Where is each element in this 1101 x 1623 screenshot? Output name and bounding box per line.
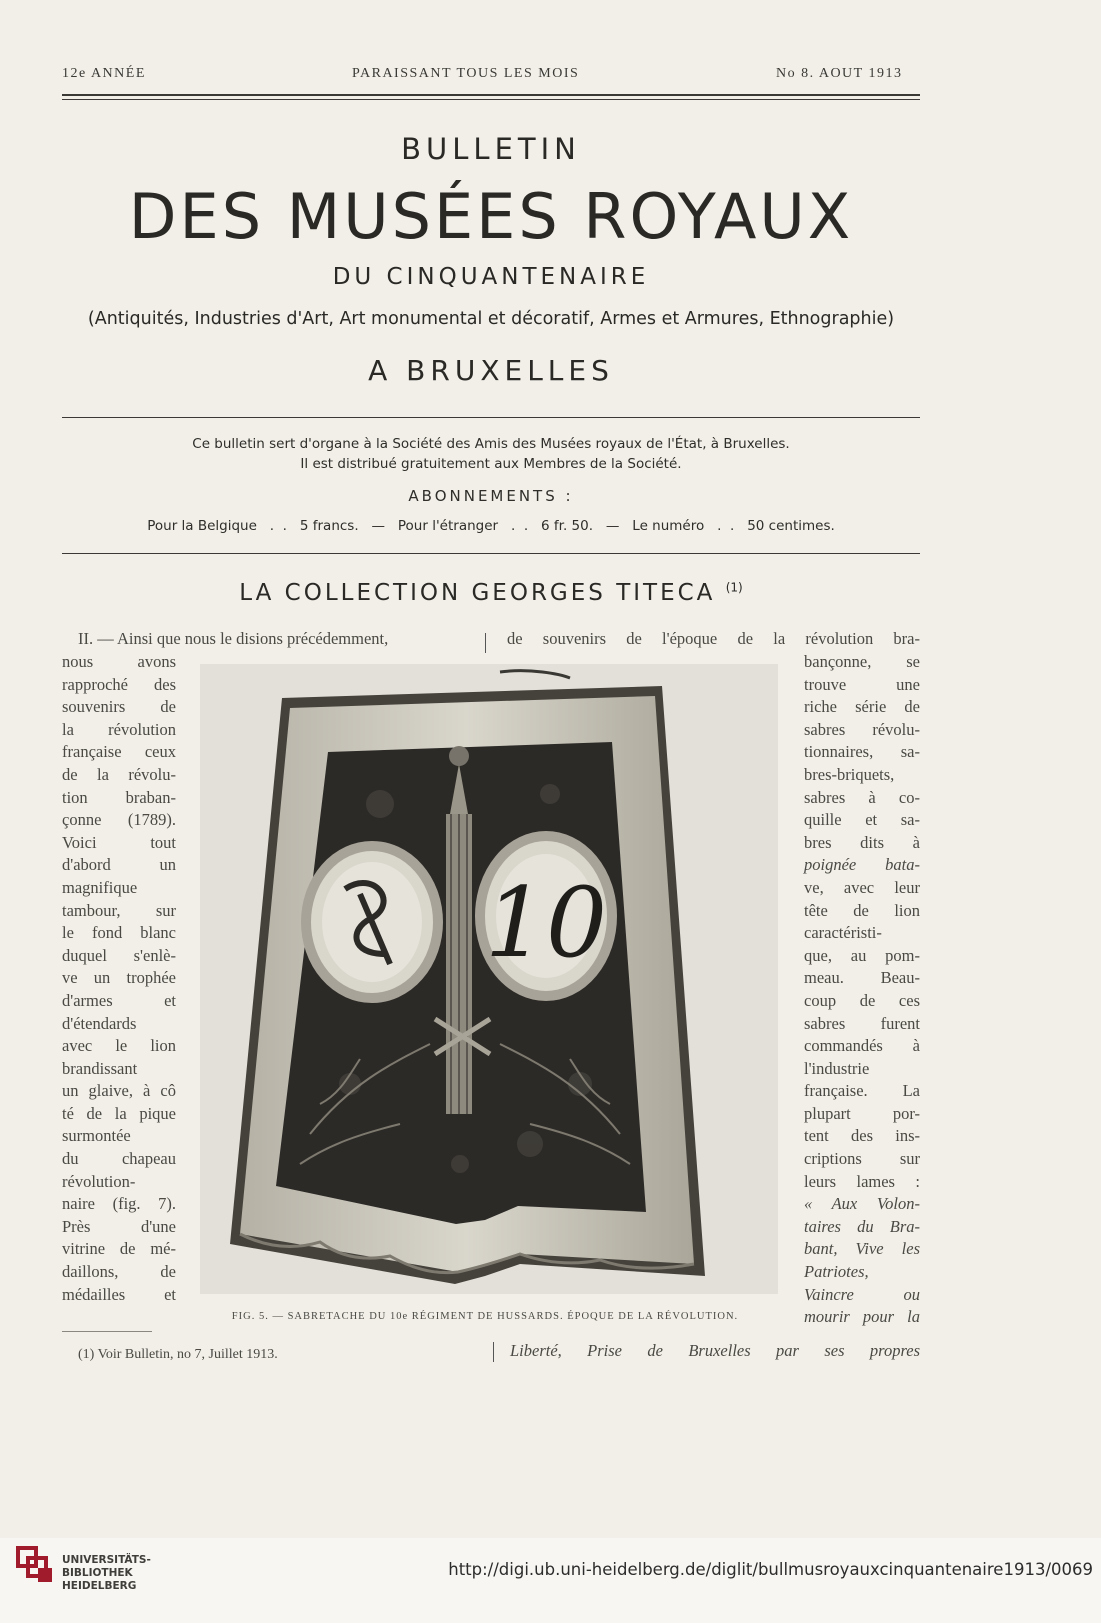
intro-right [507, 628, 920, 651]
article-title [62, 580, 920, 606]
masthead-rule [62, 417, 920, 418]
column-line: du chapeau [62, 1149, 176, 1169]
column-line: Voici tout [62, 832, 176, 852]
figure-sabretache [200, 664, 778, 1294]
column-line: commandés à [804, 1036, 920, 1056]
article-title-footnote-ref: (1) [725, 580, 743, 595]
column-line: ve, avec leur [804, 877, 920, 897]
rate-etranger-price: 6 fr. 50. [541, 518, 594, 534]
column-line: de la révolu- [62, 764, 176, 784]
column-line: française. La [804, 1081, 920, 1101]
rate-numero-label: Le numéro [632, 518, 705, 534]
column-divider-bottom [493, 1342, 494, 1362]
column-line: avec le lion [62, 1036, 176, 1056]
column-line: plupart por- [804, 1103, 920, 1123]
footnote [78, 1344, 278, 1367]
column-line: çonne (1789). [62, 810, 176, 830]
column-line: sabres à co- [804, 787, 920, 807]
top-rule [62, 94, 920, 96]
column-line: coup de ces [804, 990, 920, 1010]
rate-numero-price: 50 centimes. [747, 518, 835, 534]
column-line: bançonne, se [804, 652, 920, 671]
column-line: tambour, sur [62, 900, 176, 920]
column-line: bant, Vive les [804, 1239, 920, 1259]
notice-rule [62, 553, 920, 554]
column-line: Près d'une [62, 1216, 176, 1236]
column-line: poignée bata- [804, 855, 920, 875]
column-line: taires du Bra- [804, 1216, 920, 1236]
running-head-year: 12e ANNÉE [62, 66, 146, 81]
column-line: sabres révolu- [804, 719, 920, 739]
column-line: tête de lion [804, 900, 920, 920]
running-head-frequency: PARAISSANT TOUS LES MOIS [352, 66, 580, 81]
last-line-text: Liberté, Prise de Bruxelles par ses propres [510, 1341, 920, 1360]
column-line: magnifique [62, 877, 138, 897]
left-column [62, 651, 176, 1306]
column-line: l'industrie [804, 1058, 870, 1078]
column-line: tent des ins- [804, 1126, 920, 1146]
library-logo-icon [16, 1546, 58, 1588]
column-line: rapproché des [62, 674, 176, 694]
column-line: quille et sa- [804, 810, 920, 830]
library-footer [0, 1538, 1101, 1623]
column-line: bres dits à [804, 832, 920, 852]
masthead-subtitle: DU CINQUANTENAIRE [332, 264, 650, 290]
column-line: le fond blanc [62, 923, 176, 943]
column-line: souvenirs de [62, 697, 176, 717]
notice-line-1: Ce bulletin sert d'organe à la Société des Amis des Musées royaux de l'État, à Bruxelles. [192, 436, 790, 452]
rate-belgique-price: 5 francs. [299, 518, 359, 534]
abonnements-heading: ABONNEMENTS : [408, 487, 574, 505]
footnote-text: (1) Voir Bulletin, no 7, Juillet 1913. [78, 1347, 278, 1362]
intro-left-text: II. — Ainsi que nous le disions précédemment, [78, 629, 389, 648]
column-line: ve un trophée [62, 968, 176, 988]
column-line: bres-briquets, [804, 764, 895, 784]
column-line: d'abord un [62, 855, 176, 875]
right-column [804, 651, 920, 1329]
column-line: d'étendards [62, 1013, 137, 1033]
column-line: surmontée [62, 1126, 131, 1146]
column-line: caractéristi- [804, 923, 882, 943]
column-divider-top [485, 633, 486, 653]
masthead-title: DES MUSÉES ROYAUX [128, 180, 854, 253]
column-line: daillons, de [62, 1262, 176, 1282]
library-name [62, 1554, 151, 1593]
column-line: brandissant [62, 1058, 138, 1078]
column-line: riche série de [804, 697, 920, 717]
column-line: nous avons [62, 652, 176, 671]
column-line: Patriotes, [804, 1262, 869, 1282]
library-name-line-2: BIBLIOTHEK [62, 1567, 133, 1579]
column-line: la révolution [62, 719, 176, 739]
article-title-text: LA COLLECTION GEORGES TITECA [239, 580, 716, 606]
column-line: un glaive, à cô [62, 1081, 176, 1101]
column-line: d'armes et [62, 990, 176, 1010]
figure-caption: FIG. 5. — SABRETACHE DU 10e RÉGIMENT DE HUSSARDS. ÉPOQUE DE LA RÉVOLUTION. [231, 1311, 739, 1322]
column-line: criptions sur [804, 1149, 920, 1169]
intro-left [78, 628, 468, 651]
column-line: meau. Beau- [804, 968, 920, 988]
source-url-link[interactable]: http://digi.ub.uni-heidelberg.de/diglit/bullmusroyauxcinquantenaire1913/0069 [448, 1560, 1093, 1579]
rate-belgique-label: Pour la Belgique [147, 518, 257, 534]
running-head-issue: No 8. AOUT 1913 [776, 66, 903, 81]
top-rule-thin [62, 99, 920, 100]
column-line: « Aux Volon- [804, 1194, 920, 1214]
masthead-scope: (Antiquités, Industries d'Art, Art monumental et décoratif, Armes et Armures, Ethnographie) [87, 309, 895, 329]
column-line: tion braban- [62, 787, 176, 807]
column-line: duquel s'enlè- [62, 945, 176, 965]
column-line: trouve une [804, 674, 920, 694]
notice-line-2: Il est distribué gratuitement aux Membres de la Société. [300, 456, 682, 472]
column-line: vitrine de mé- [62, 1239, 176, 1259]
figure-numeral: 10 [484, 867, 608, 979]
masthead-city: A BRUXELLES [368, 354, 614, 387]
column-line: Vaincre ou [804, 1284, 920, 1304]
sabretache-image [200, 664, 778, 1294]
column-line: sabres furent [804, 1013, 920, 1033]
column-line: mourir pour la [804, 1307, 920, 1327]
column-line: française ceux [62, 742, 176, 762]
column-line: révolution- [62, 1171, 136, 1191]
column-line: que, au pom- [804, 945, 920, 965]
intro-right-text: de souvenirs de l'époque de la révolution bra- [507, 629, 920, 648]
rate-etranger-label: Pour l'étranger [397, 518, 499, 534]
subscription-rates: Pour la Belgique . . 5 francs. — Pour l'étranger . . 6 fr. 50. — Le numéro . . 50 centimes. [147, 518, 835, 534]
library-name-line-1: UNIVERSITÄTS- [62, 1554, 151, 1566]
column-line: leurs lames : [804, 1171, 920, 1191]
column-line: médailles et [62, 1284, 176, 1304]
column-line: tionnaires, sa- [804, 742, 920, 762]
column-line: té de la pique [62, 1103, 176, 1123]
column-line: naire (fig. 7). [62, 1194, 176, 1214]
last-line [510, 1340, 920, 1363]
footnote-rule [62, 1331, 152, 1332]
library-name-line-3: HEIDELBERG [62, 1580, 137, 1592]
masthead-bulletin: BULLETIN [401, 132, 581, 166]
